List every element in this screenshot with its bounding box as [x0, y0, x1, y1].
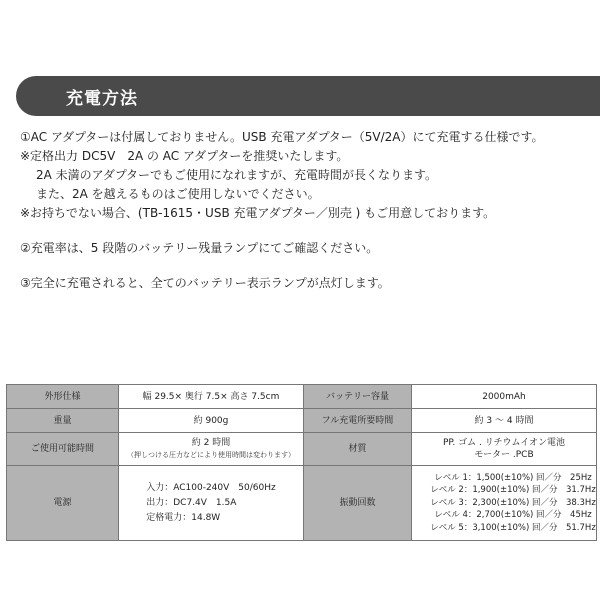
- vibration-level: レベル 3：2,300(±10%) 回／分 38.3Hz: [430, 497, 596, 508]
- spec-label: 重量: [7, 409, 119, 433]
- usage-note: （押しつける圧力などにより使用時間は変わります）: [127, 451, 295, 459]
- spec-value: [412, 433, 597, 466]
- table-row: [7, 433, 597, 466]
- section-header-bar: [16, 76, 600, 116]
- table-row: [7, 466, 597, 541]
- spec-table: [6, 384, 597, 541]
- power-line: 入力：AC100-240V 50/60Hz: [146, 482, 276, 493]
- spec-label: 外形仕様: [7, 385, 119, 409]
- charging-notes: [20, 128, 595, 293]
- table-row: [7, 409, 597, 433]
- spec-label: 振動回数: [304, 466, 412, 541]
- note-line: ②充電率は、5 段階のバッテリー残量ランプにてご確認ください。: [20, 241, 379, 255]
- note-line: ※定格出力 DC5V 2A の AC アダプターを推奨いたします。: [20, 149, 349, 163]
- vibration-level: レベル 4：2,700(±10%) 回／分 45Hz: [434, 510, 592, 521]
- spec-label: 電源: [7, 466, 119, 541]
- note-line: ※お持ちでない場合、(TB-1615・USB 充電アダプター／別売 ) もご用意しております。: [20, 206, 496, 220]
- spec-label: フル充電所要時間: [304, 409, 412, 433]
- note-line: 2A 未満のアダプターでもご使用になれますが、充電時間が長くなります。: [36, 168, 438, 182]
- power-block: [146, 481, 275, 526]
- usage-value: 約 2 時間: [191, 438, 231, 448]
- power-line: 定格電力：14.8W: [146, 512, 221, 523]
- vibration-level: レベル 2：1,900(±10%) 回／分 31.7Hz: [430, 485, 596, 496]
- power-line: 出力：DC7.4V 1.5A: [146, 497, 237, 508]
- vibration-level: レベル 1：1,500(±10%) 回／分 25Hz: [434, 472, 592, 483]
- vibration-level: レベル 5：3,100(±10%) 回／分 51.7Hz: [430, 522, 596, 533]
- spec-value: 2000mAh: [412, 385, 597, 409]
- note-line: ①AC アダプターは付属しておりません。USB 充電アダプター（5V/2A）にて充電する仕様です。: [20, 130, 544, 144]
- spec-value: [412, 466, 597, 541]
- spec-label: 材質: [304, 433, 412, 466]
- material-line: モーター .PCB: [474, 450, 534, 460]
- table-row: [7, 385, 597, 409]
- note-line: また、2A を越えるものはご使用しないでください。: [36, 187, 320, 201]
- spec-value: 約 900g: [119, 409, 304, 433]
- material-line: PP. ゴム . リチウムイオン電池: [442, 438, 566, 448]
- spec-label: バッテリー容量: [304, 385, 412, 409]
- spec-value: 幅 29.5× 奥行 7.5× 高さ 7.5cm: [119, 385, 304, 409]
- section-title: 充電方法: [66, 89, 138, 109]
- spec-value: [119, 466, 304, 541]
- spec-value: 約 3 ～ 4 時間: [412, 409, 597, 433]
- spec-value: [119, 433, 304, 466]
- note-line: ③完全に充電されると、全てのバッテリー表示ランプが点灯します。: [20, 276, 390, 290]
- spec-label: ご使用可能時間: [7, 433, 119, 466]
